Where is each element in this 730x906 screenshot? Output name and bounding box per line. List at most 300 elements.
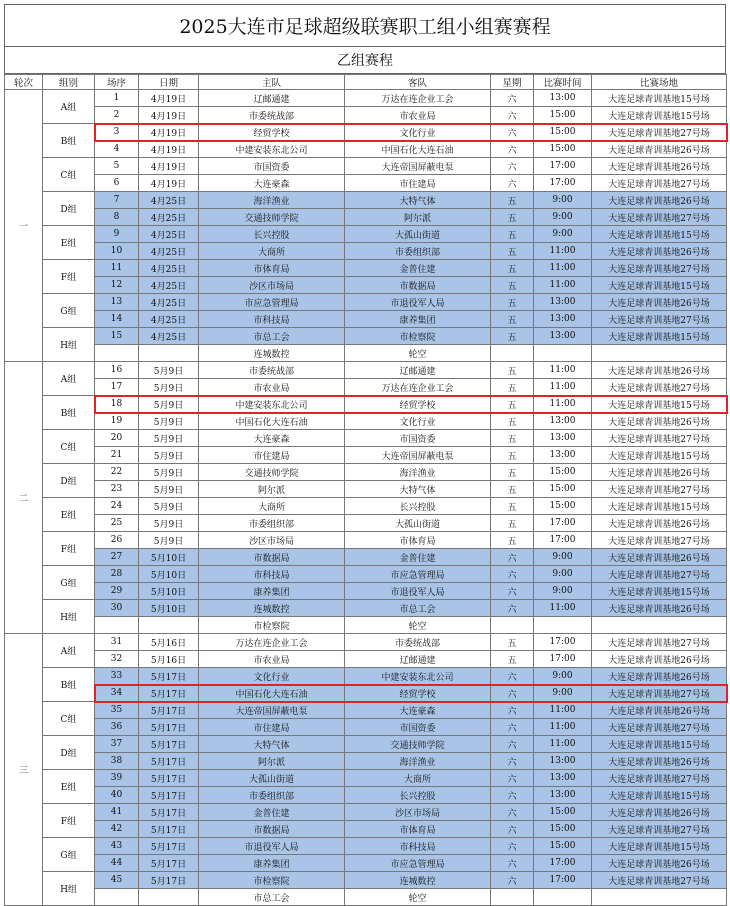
table-row [5, 515, 727, 532]
cell-no: 7 [95, 192, 139, 209]
cell-no: 8 [95, 209, 139, 226]
cell-date: 4月19日 [139, 124, 199, 141]
cell-time: 11:00 [534, 379, 592, 396]
cell-away: 大商所 [345, 770, 491, 787]
cell-no: 25 [95, 515, 139, 532]
cell-time: 9:00 [534, 566, 592, 583]
cell-time: 9:00 [534, 226, 592, 243]
cell-away: 市退役军人局 [345, 583, 491, 600]
group-label: B组 [43, 124, 95, 158]
cell-time [534, 617, 592, 634]
round-label: 三 [5, 634, 43, 906]
cell-date: 4月19日 [139, 158, 199, 175]
cell-wd: 五 [491, 226, 534, 243]
column-header: 组别 [43, 75, 95, 90]
table-row [5, 702, 727, 719]
group-label: E组 [43, 498, 95, 532]
cell-no: 15 [95, 328, 139, 345]
cell-date: 4月25日 [139, 311, 199, 328]
table-row [5, 328, 727, 345]
table-row [5, 447, 727, 464]
cell-away: 大连豪森 [345, 702, 491, 719]
table-row [5, 753, 727, 770]
cell-time: 11:00 [534, 719, 592, 736]
cell-time: 13:00 [534, 753, 592, 770]
table-row [5, 821, 727, 838]
cell-time: 9:00 [534, 668, 592, 685]
cell-wd: 五 [491, 396, 534, 413]
cell-away: 市应急管理局 [345, 855, 491, 872]
cell-venue: 大连足球青训基地27号场 [592, 770, 727, 787]
cell-no [95, 617, 139, 634]
cell-home: 金普住建 [199, 804, 345, 821]
cell-venue: 大连足球青训基地27号场 [592, 124, 727, 141]
table-row [5, 736, 727, 753]
table-row [5, 277, 727, 294]
cell-venue: 大连足球青训基地26号场 [592, 855, 727, 872]
group-label: C组 [43, 702, 95, 736]
table-row [5, 498, 727, 515]
cell-home: 中国石化大连石油 [199, 413, 345, 430]
table-row [5, 141, 727, 158]
cell-venue: 大连足球青训基地15号场 [592, 90, 727, 107]
cell-venue: 大连足球青训基地15号场 [592, 736, 727, 753]
cell-wd: 六 [491, 175, 534, 192]
cell-no: 44 [95, 855, 139, 872]
cell-no: 26 [95, 532, 139, 549]
cell-away: 轮空 [345, 889, 491, 906]
cell-home: 康养集团 [199, 855, 345, 872]
cell-venue: 大连足球青训基地27号场 [592, 311, 727, 328]
cell-venue: 大连足球青训基地26号场 [592, 515, 727, 532]
table-row [5, 804, 727, 821]
cell-no: 29 [95, 583, 139, 600]
cell-date: 4月19日 [139, 175, 199, 192]
schedule-table [4, 74, 727, 906]
table-row [5, 158, 727, 175]
cell-date: 5月17日 [139, 821, 199, 838]
cell-no: 40 [95, 787, 139, 804]
cell-wd: 六 [491, 668, 534, 685]
cell-home: 市总工会 [199, 328, 345, 345]
column-header: 场序 [95, 75, 139, 90]
cell-home: 辽邮通建 [199, 90, 345, 107]
cell-no: 28 [95, 566, 139, 583]
cell-away: 市数据局 [345, 277, 491, 294]
cell-venue: 大连足球青训基地27号场 [592, 532, 727, 549]
group-label: E组 [43, 770, 95, 804]
cell-no: 1 [95, 90, 139, 107]
cell-home: 市委组织部 [199, 515, 345, 532]
cell-wd: 六 [491, 838, 534, 855]
column-header: 轮次 [5, 75, 43, 90]
cell-wd: 五 [491, 532, 534, 549]
cell-wd: 五 [491, 362, 534, 379]
cell-time: 17:00 [534, 175, 592, 192]
cell-home: 交通技师学院 [199, 464, 345, 481]
cell-wd: 六 [491, 124, 534, 141]
cell-date: 4月25日 [139, 277, 199, 294]
cell-away: 市农业局 [345, 107, 491, 124]
cell-wd [491, 617, 534, 634]
table-row [5, 770, 727, 787]
table-row [5, 617, 727, 634]
table-row [5, 226, 727, 243]
cell-no: 3 [95, 124, 139, 141]
cell-time: 15:00 [534, 107, 592, 124]
cell-venue: 大连足球青训基地27号场 [592, 481, 727, 498]
cell-venue [592, 345, 727, 362]
cell-date: 5月9日 [139, 515, 199, 532]
cell-time: 13:00 [534, 787, 592, 804]
group-label: D组 [43, 464, 95, 498]
cell-away: 交通技师学院 [345, 736, 491, 753]
group-label: D组 [43, 192, 95, 226]
cell-date: 5月9日 [139, 379, 199, 396]
group-label: F组 [43, 260, 95, 294]
cell-wd: 五 [491, 260, 534, 277]
cell-date: 5月17日 [139, 838, 199, 855]
cell-venue: 大连足球青训基地27号场 [592, 634, 727, 651]
cell-away: 轮空 [345, 345, 491, 362]
cell-venue [592, 617, 727, 634]
cell-home: 市检察院 [199, 617, 345, 634]
table-row [5, 855, 727, 872]
cell-date: 5月17日 [139, 770, 199, 787]
cell-away: 文化行业 [345, 124, 491, 141]
cell-away: 市总工会 [345, 600, 491, 617]
round-label: 二 [5, 362, 43, 634]
cell-date: 5月9日 [139, 464, 199, 481]
cell-time: 11:00 [534, 277, 592, 294]
cell-venue: 大连足球青训基地26号场 [592, 158, 727, 175]
table-row [5, 600, 727, 617]
cell-time: 9:00 [534, 192, 592, 209]
cell-no: 10 [95, 243, 139, 260]
cell-time: 17:00 [534, 634, 592, 651]
cell-wd [491, 345, 534, 362]
group-label: C组 [43, 158, 95, 192]
group-label: B组 [43, 396, 95, 430]
cell-away: 经贸学校 [345, 396, 491, 413]
cell-away: 市体育局 [345, 821, 491, 838]
cell-venue: 大连足球青训基地26号场 [592, 702, 727, 719]
cell-venue: 大连足球青训基地15号场 [592, 396, 727, 413]
cell-time: 17:00 [534, 158, 592, 175]
column-header: 比赛场地 [592, 75, 727, 90]
cell-time: 11:00 [534, 702, 592, 719]
cell-no: 33 [95, 668, 139, 685]
cell-no: 34 [95, 685, 139, 702]
cell-no: 20 [95, 430, 139, 447]
cell-no [95, 345, 139, 362]
cell-wd: 六 [491, 549, 534, 566]
cell-wd: 五 [491, 328, 534, 345]
cell-time: 11:00 [534, 362, 592, 379]
cell-wd: 五 [491, 498, 534, 515]
table-row [5, 464, 727, 481]
cell-time: 9:00 [534, 685, 592, 702]
cell-venue: 大连足球青训基地27号场 [592, 872, 727, 889]
cell-wd: 六 [491, 158, 534, 175]
group-label: A组 [43, 634, 95, 668]
cell-time: 11:00 [534, 243, 592, 260]
cell-venue: 大连足球青训基地27号场 [592, 821, 727, 838]
cell-wd: 五 [491, 515, 534, 532]
cell-time: 13:00 [534, 311, 592, 328]
cell-wd: 五 [491, 447, 534, 464]
cell-wd: 六 [491, 821, 534, 838]
cell-no: 27 [95, 549, 139, 566]
cell-away: 市国资委 [345, 719, 491, 736]
table-row [5, 430, 727, 447]
cell-venue: 大连足球青训基地15号场 [592, 226, 727, 243]
table-row [5, 294, 727, 311]
cell-home: 万达在连企业工会 [199, 634, 345, 651]
table-row [5, 889, 727, 906]
table-row [5, 413, 727, 430]
cell-home: 市住建局 [199, 719, 345, 736]
cell-home: 市农业局 [199, 379, 345, 396]
cell-away: 市住建局 [345, 175, 491, 192]
cell-no: 9 [95, 226, 139, 243]
cell-venue: 大连足球青训基地26号场 [592, 753, 727, 770]
cell-home: 交通技师学院 [199, 209, 345, 226]
cell-away: 金普住建 [345, 260, 491, 277]
cell-venue: 大连足球青训基地27号场 [592, 175, 727, 192]
cell-away: 市检察院 [345, 328, 491, 345]
cell-no: 39 [95, 770, 139, 787]
cell-date: 5月10日 [139, 600, 199, 617]
cell-wd: 六 [491, 787, 534, 804]
cell-time: 15:00 [534, 464, 592, 481]
cell-date: 5月16日 [139, 634, 199, 651]
cell-away: 市应急管理局 [345, 566, 491, 583]
cell-no: 41 [95, 804, 139, 821]
cell-date [139, 889, 199, 906]
group-label: C组 [43, 430, 95, 464]
cell-date: 5月9日 [139, 430, 199, 447]
table-row [5, 362, 727, 379]
cell-no: 38 [95, 753, 139, 770]
cell-away: 大特气体 [345, 192, 491, 209]
cell-venue: 大连足球青训基地26号场 [592, 549, 727, 566]
cell-wd: 五 [491, 413, 534, 430]
cell-date: 5月9日 [139, 413, 199, 430]
cell-venue [592, 889, 727, 906]
cell-wd: 五 [491, 651, 534, 668]
cell-home: 市委组织部 [199, 787, 345, 804]
cell-no: 19 [95, 413, 139, 430]
cell-away: 市科技局 [345, 838, 491, 855]
cell-venue: 大连足球青训基地15号场 [592, 583, 727, 600]
cell-no: 13 [95, 294, 139, 311]
cell-home: 市农业局 [199, 651, 345, 668]
round-label: 一 [5, 90, 43, 362]
table-row [5, 243, 727, 260]
cell-wd: 六 [491, 855, 534, 872]
table-row [5, 192, 727, 209]
cell-home: 沙区市场局 [199, 277, 345, 294]
group-label: D组 [43, 736, 95, 770]
cell-no: 32 [95, 651, 139, 668]
cell-wd: 五 [491, 243, 534, 260]
cell-venue: 大连足球青训基地27号场 [592, 209, 727, 226]
cell-venue: 大连足球青训基地26号场 [592, 413, 727, 430]
cell-home: 市体育局 [199, 260, 345, 277]
cell-home: 康养集团 [199, 583, 345, 600]
cell-home: 中建安装东北公司 [199, 141, 345, 158]
cell-time: 13:00 [534, 328, 592, 345]
cell-no: 21 [95, 447, 139, 464]
cell-home: 大孤山街道 [199, 770, 345, 787]
cell-date: 4月25日 [139, 209, 199, 226]
cell-no: 14 [95, 311, 139, 328]
cell-away: 金普住建 [345, 549, 491, 566]
cell-away: 大连帝国屏蔽电泵 [345, 447, 491, 464]
cell-no: 35 [95, 702, 139, 719]
cell-venue: 大连足球青训基地26号场 [592, 600, 727, 617]
cell-no: 31 [95, 634, 139, 651]
cell-time: 11:00 [534, 396, 592, 413]
cell-date: 5月17日 [139, 787, 199, 804]
cell-away: 市委组织部 [345, 243, 491, 260]
cell-time: 15:00 [534, 498, 592, 515]
cell-date: 4月25日 [139, 243, 199, 260]
cell-venue: 大连足球青训基地15号场 [592, 838, 727, 855]
cell-time: 17:00 [534, 532, 592, 549]
table-row [5, 107, 727, 124]
cell-date: 4月25日 [139, 328, 199, 345]
column-header: 客队 [345, 75, 491, 90]
cell-venue: 大连足球青训基地15号场 [592, 447, 727, 464]
cell-no: 43 [95, 838, 139, 855]
cell-date: 4月19日 [139, 107, 199, 124]
group-label: A组 [43, 90, 95, 124]
cell-time: 17:00 [534, 651, 592, 668]
cell-away: 长兴控股 [345, 498, 491, 515]
cell-wd: 六 [491, 583, 534, 600]
cell-venue: 大连足球青训基地27号场 [592, 719, 727, 736]
cell-no [95, 889, 139, 906]
cell-time: 13:00 [534, 770, 592, 787]
cell-venue: 大连足球青训基地27号场 [592, 685, 727, 702]
cell-date: 5月9日 [139, 362, 199, 379]
cell-date: 5月10日 [139, 549, 199, 566]
group-label: A组 [43, 362, 95, 396]
cell-date: 5月9日 [139, 396, 199, 413]
cell-wd: 五 [491, 277, 534, 294]
cell-wd: 五 [491, 311, 534, 328]
cell-date: 5月17日 [139, 736, 199, 753]
cell-wd: 五 [491, 379, 534, 396]
cell-away: 海洋渔业 [345, 464, 491, 481]
group-label: B组 [43, 668, 95, 702]
cell-wd: 六 [491, 600, 534, 617]
cell-wd: 六 [491, 107, 534, 124]
cell-no: 22 [95, 464, 139, 481]
cell-wd: 六 [491, 566, 534, 583]
cell-wd: 六 [491, 719, 534, 736]
table-row [5, 838, 727, 855]
column-header: 比赛时间 [534, 75, 592, 90]
cell-venue: 大连足球青训基地26号场 [592, 141, 727, 158]
cell-wd: 六 [491, 685, 534, 702]
cell-venue: 大连足球青训基地26号场 [592, 464, 727, 481]
cell-time: 13:00 [534, 413, 592, 430]
group-label: H组 [43, 872, 95, 906]
cell-venue: 大连足球青训基地26号场 [592, 294, 727, 311]
cell-time: 9:00 [534, 209, 592, 226]
cell-no: 17 [95, 379, 139, 396]
cell-date [139, 617, 199, 634]
cell-date [139, 345, 199, 362]
cell-away: 市体育局 [345, 532, 491, 549]
cell-date: 5月9日 [139, 532, 199, 549]
cell-date: 5月17日 [139, 804, 199, 821]
cell-time: 11:00 [534, 600, 592, 617]
cell-wd: 六 [491, 804, 534, 821]
cell-venue: 大连足球青训基地26号场 [592, 668, 727, 685]
cell-venue: 大连足球青训基地15号场 [592, 498, 727, 515]
cell-time: 9:00 [534, 583, 592, 600]
table-header [5, 75, 727, 90]
cell-away: 文化行业 [345, 413, 491, 430]
cell-wd: 六 [491, 702, 534, 719]
cell-time: 15:00 [534, 481, 592, 498]
cell-home: 海洋渔业 [199, 192, 345, 209]
cell-home: 连城数控 [199, 345, 345, 362]
cell-away: 市委统战部 [345, 634, 491, 651]
cell-venue: 大连足球青训基地15号场 [592, 277, 727, 294]
cell-away: 阿尔派 [345, 209, 491, 226]
cell-wd: 五 [491, 634, 534, 651]
cell-time: 11:00 [534, 260, 592, 277]
cell-away: 康养集团 [345, 311, 491, 328]
cell-home: 大连帝国屏蔽电泵 [199, 702, 345, 719]
table-row [5, 124, 727, 141]
cell-home: 市总工会 [199, 889, 345, 906]
cell-date: 5月16日 [139, 651, 199, 668]
page-title: 2025大连市足球超级联赛职工组小组赛赛程 [4, 4, 726, 46]
table-row [5, 175, 727, 192]
cell-home: 阿尔派 [199, 753, 345, 770]
cell-home: 市数据局 [199, 549, 345, 566]
table-row [5, 719, 727, 736]
table-row [5, 787, 727, 804]
cell-away: 市退役军人局 [345, 294, 491, 311]
cell-home: 大连豪森 [199, 175, 345, 192]
table-row [5, 583, 727, 600]
cell-no: 2 [95, 107, 139, 124]
cell-no: 16 [95, 362, 139, 379]
cell-no: 45 [95, 872, 139, 889]
column-header: 日期 [139, 75, 199, 90]
group-label: H组 [43, 600, 95, 634]
cell-no: 4 [95, 141, 139, 158]
cell-away: 辽邮通建 [345, 651, 491, 668]
cell-venue: 大连足球青训基地26号场 [592, 362, 727, 379]
cell-away: 大连帝国屏蔽电泵 [345, 158, 491, 175]
cell-no: 18 [95, 396, 139, 413]
cell-home: 市委统战部 [199, 107, 345, 124]
cell-away: 沙区市场局 [345, 804, 491, 821]
cell-home: 市国资委 [199, 158, 345, 175]
cell-time: 15:00 [534, 804, 592, 821]
cell-home: 大商所 [199, 498, 345, 515]
cell-date: 4月19日 [139, 141, 199, 158]
cell-no: 23 [95, 481, 139, 498]
